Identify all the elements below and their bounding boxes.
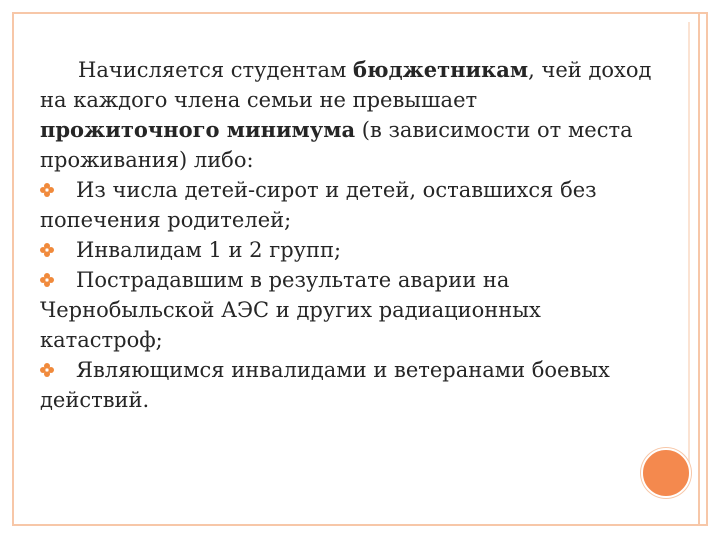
flower-bullet-icon	[40, 363, 54, 377]
flower-bullet-icon	[40, 243, 54, 257]
frame-right-inner-border	[698, 12, 700, 526]
frame-right-stripe	[688, 22, 690, 482]
frame-bottom-border	[12, 524, 708, 526]
frame-right-outer-border	[706, 12, 708, 526]
flower-bullet-icon	[40, 183, 54, 197]
orange-circle-icon	[641, 448, 691, 498]
list-item-label: Из числа детей-сирот и детей, оставшихся без попечения родителей;	[40, 178, 597, 232]
frame-top-border	[12, 12, 708, 14]
list-item	[40, 265, 660, 355]
intro-text-3: (в зависимости от места проживания) либо:	[40, 118, 633, 172]
list-item	[40, 235, 660, 265]
intro-text-1: Начисляется студентам	[78, 58, 354, 82]
intro-text-2: , чей доход на каждого члена семьи не превышает	[40, 58, 652, 112]
list-item	[40, 355, 660, 415]
intro-bold-budget: бюджетникам	[353, 57, 529, 82]
list-item-label: Инвалидам 1 и 2 групп;	[76, 238, 342, 262]
list-item-label: Пострадавшим в результате аварии на Чернобыльской АЭС и других радиационных катастроф;	[40, 268, 541, 352]
flower-bullet-icon	[40, 273, 54, 287]
slide-content	[40, 55, 660, 415]
intro-bold-minimum: прожиточного минимума	[40, 117, 356, 142]
list-item-label: Являющимся инвалидами и ветеранами боевых действий.	[40, 358, 610, 412]
intro-paragraph	[40, 55, 660, 175]
frame-left-border	[12, 12, 14, 526]
list-item	[40, 175, 660, 235]
